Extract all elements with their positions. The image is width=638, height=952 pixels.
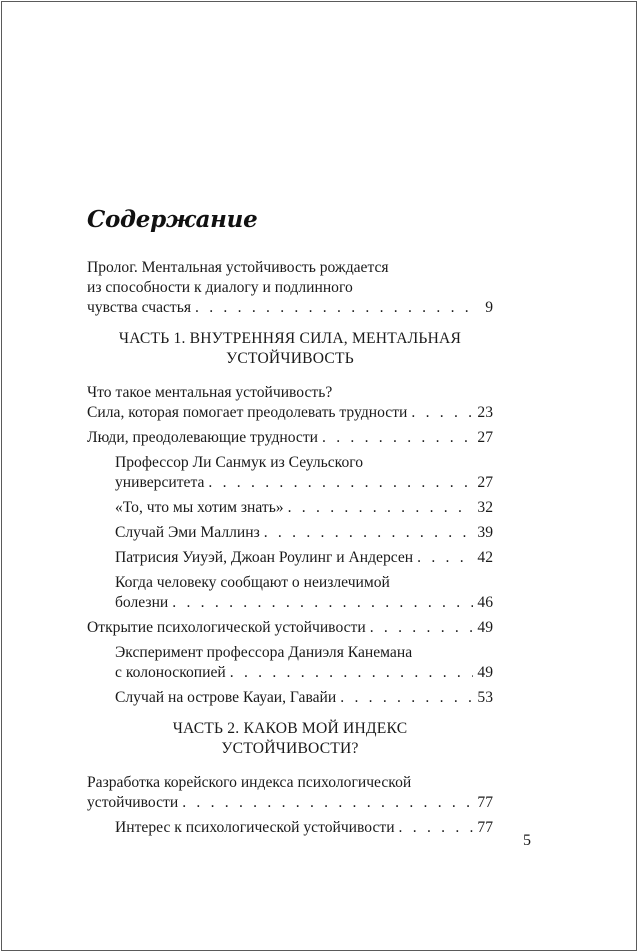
entry-page-number: 27 (477, 474, 493, 491)
entry-page-number: 27 (477, 429, 493, 446)
page-number: 5 (523, 832, 531, 849)
dot-leader (370, 618, 473, 638)
entry-page-number: 23 (477, 404, 493, 421)
dot-leader (417, 548, 473, 568)
entry-title-line: университета (115, 474, 205, 491)
part-heading-line: ЧАСТЬ 1. ВНУТРЕННЯЯ СИЛА, МЕНТАЛЬНАЯ (118, 330, 462, 347)
dot-leader (288, 498, 473, 518)
entry-page-number: 39 (477, 524, 493, 541)
dot-leader (172, 593, 473, 613)
entry-title-line: устойчивости (87, 794, 179, 811)
toc-subentry[interactable] (115, 688, 493, 708)
entry-title-line: чувства счастья (87, 299, 192, 316)
dot-leader (399, 818, 473, 838)
entry-page-number: 49 (477, 664, 493, 681)
toc-entry[interactable] (87, 383, 493, 423)
entry-page-number: 77 (477, 794, 493, 811)
toc-subentry[interactable] (115, 643, 493, 683)
entry-title-line: Люди, преодолевающие трудности (87, 429, 319, 446)
entry-title-line: Пролог. Ментальная устойчивость рождается (87, 259, 389, 276)
toc-heading: Содержание (87, 206, 258, 233)
entry-title-line: Патрисия Уиуэй, Джоан Роулинг и Андерсен (115, 549, 414, 566)
part-heading-line: УСТОЙЧИВОСТИ? (221, 740, 359, 757)
entry-title-line: из способности к диалогу и подлинного (87, 279, 353, 296)
entry-page-number: 49 (477, 619, 493, 636)
toc-subentry[interactable] (115, 548, 493, 568)
entry-title-line: Случай Эми Маллинз (115, 524, 260, 541)
entry-title-line: Открытие психологической устойчивости (87, 619, 366, 636)
toc-part-heading (87, 329, 493, 369)
entry-title-line: Интерес к психологической устойчивости (115, 819, 395, 836)
entry-page-number: 53 (477, 689, 493, 706)
dot-leader (195, 298, 473, 318)
toc-subentry[interactable] (115, 818, 493, 838)
toc-subentry[interactable] (115, 498, 493, 518)
entry-title-line: Когда человеку сообщают о неизлечимой (115, 574, 390, 591)
entry-page-number: 32 (477, 499, 493, 516)
entry-title-line: «То, что мы хотим знать» (115, 499, 284, 516)
entry-title-line: Разработка корейского индекса психологической (87, 774, 412, 791)
entry-title-line: Сила, которая помогает преодолевать трудности (87, 404, 408, 421)
dot-leader (208, 473, 473, 493)
part-heading-line: УСТОЙЧИВОСТЬ (226, 350, 354, 367)
dot-leader (230, 663, 473, 683)
entry-page-number: 9 (485, 299, 493, 316)
toc-entry[interactable] (87, 773, 493, 813)
dot-leader (340, 688, 473, 708)
toc-subentry[interactable] (115, 573, 493, 613)
part-heading-line: ЧАСТЬ 2. КАКОВ МОЙ ИНДЕКС (172, 720, 408, 737)
entry-title-line: Эксперимент профессора Даниэля Канемана (115, 644, 413, 661)
entry-page-number: 46 (477, 594, 493, 611)
dot-leader (411, 403, 473, 423)
entry-title-line: с колоноскопией (115, 664, 226, 681)
toc-entry[interactable] (87, 618, 493, 638)
toc-entry[interactable] (87, 258, 493, 318)
entry-title-line: болезни (115, 594, 169, 611)
entry-page-number: 42 (477, 549, 493, 566)
entry-title-line: Что такое ментальная устойчивость? (87, 384, 333, 401)
dot-leader (182, 793, 473, 813)
entry-title-line: Случай на острове Кауаи, Гавайи (115, 689, 337, 706)
entry-page-number: 77 (477, 819, 493, 836)
toc-entry[interactable] (87, 428, 493, 448)
toc-subentry[interactable] (115, 523, 493, 543)
dot-leader (264, 523, 473, 543)
toc-part-heading (87, 719, 493, 759)
entry-title-line: Профессор Ли Санмук из Сеульского (115, 454, 364, 471)
table-of-contents (87, 258, 493, 838)
toc-subentry[interactable] (115, 453, 493, 493)
dot-leader (322, 428, 473, 448)
